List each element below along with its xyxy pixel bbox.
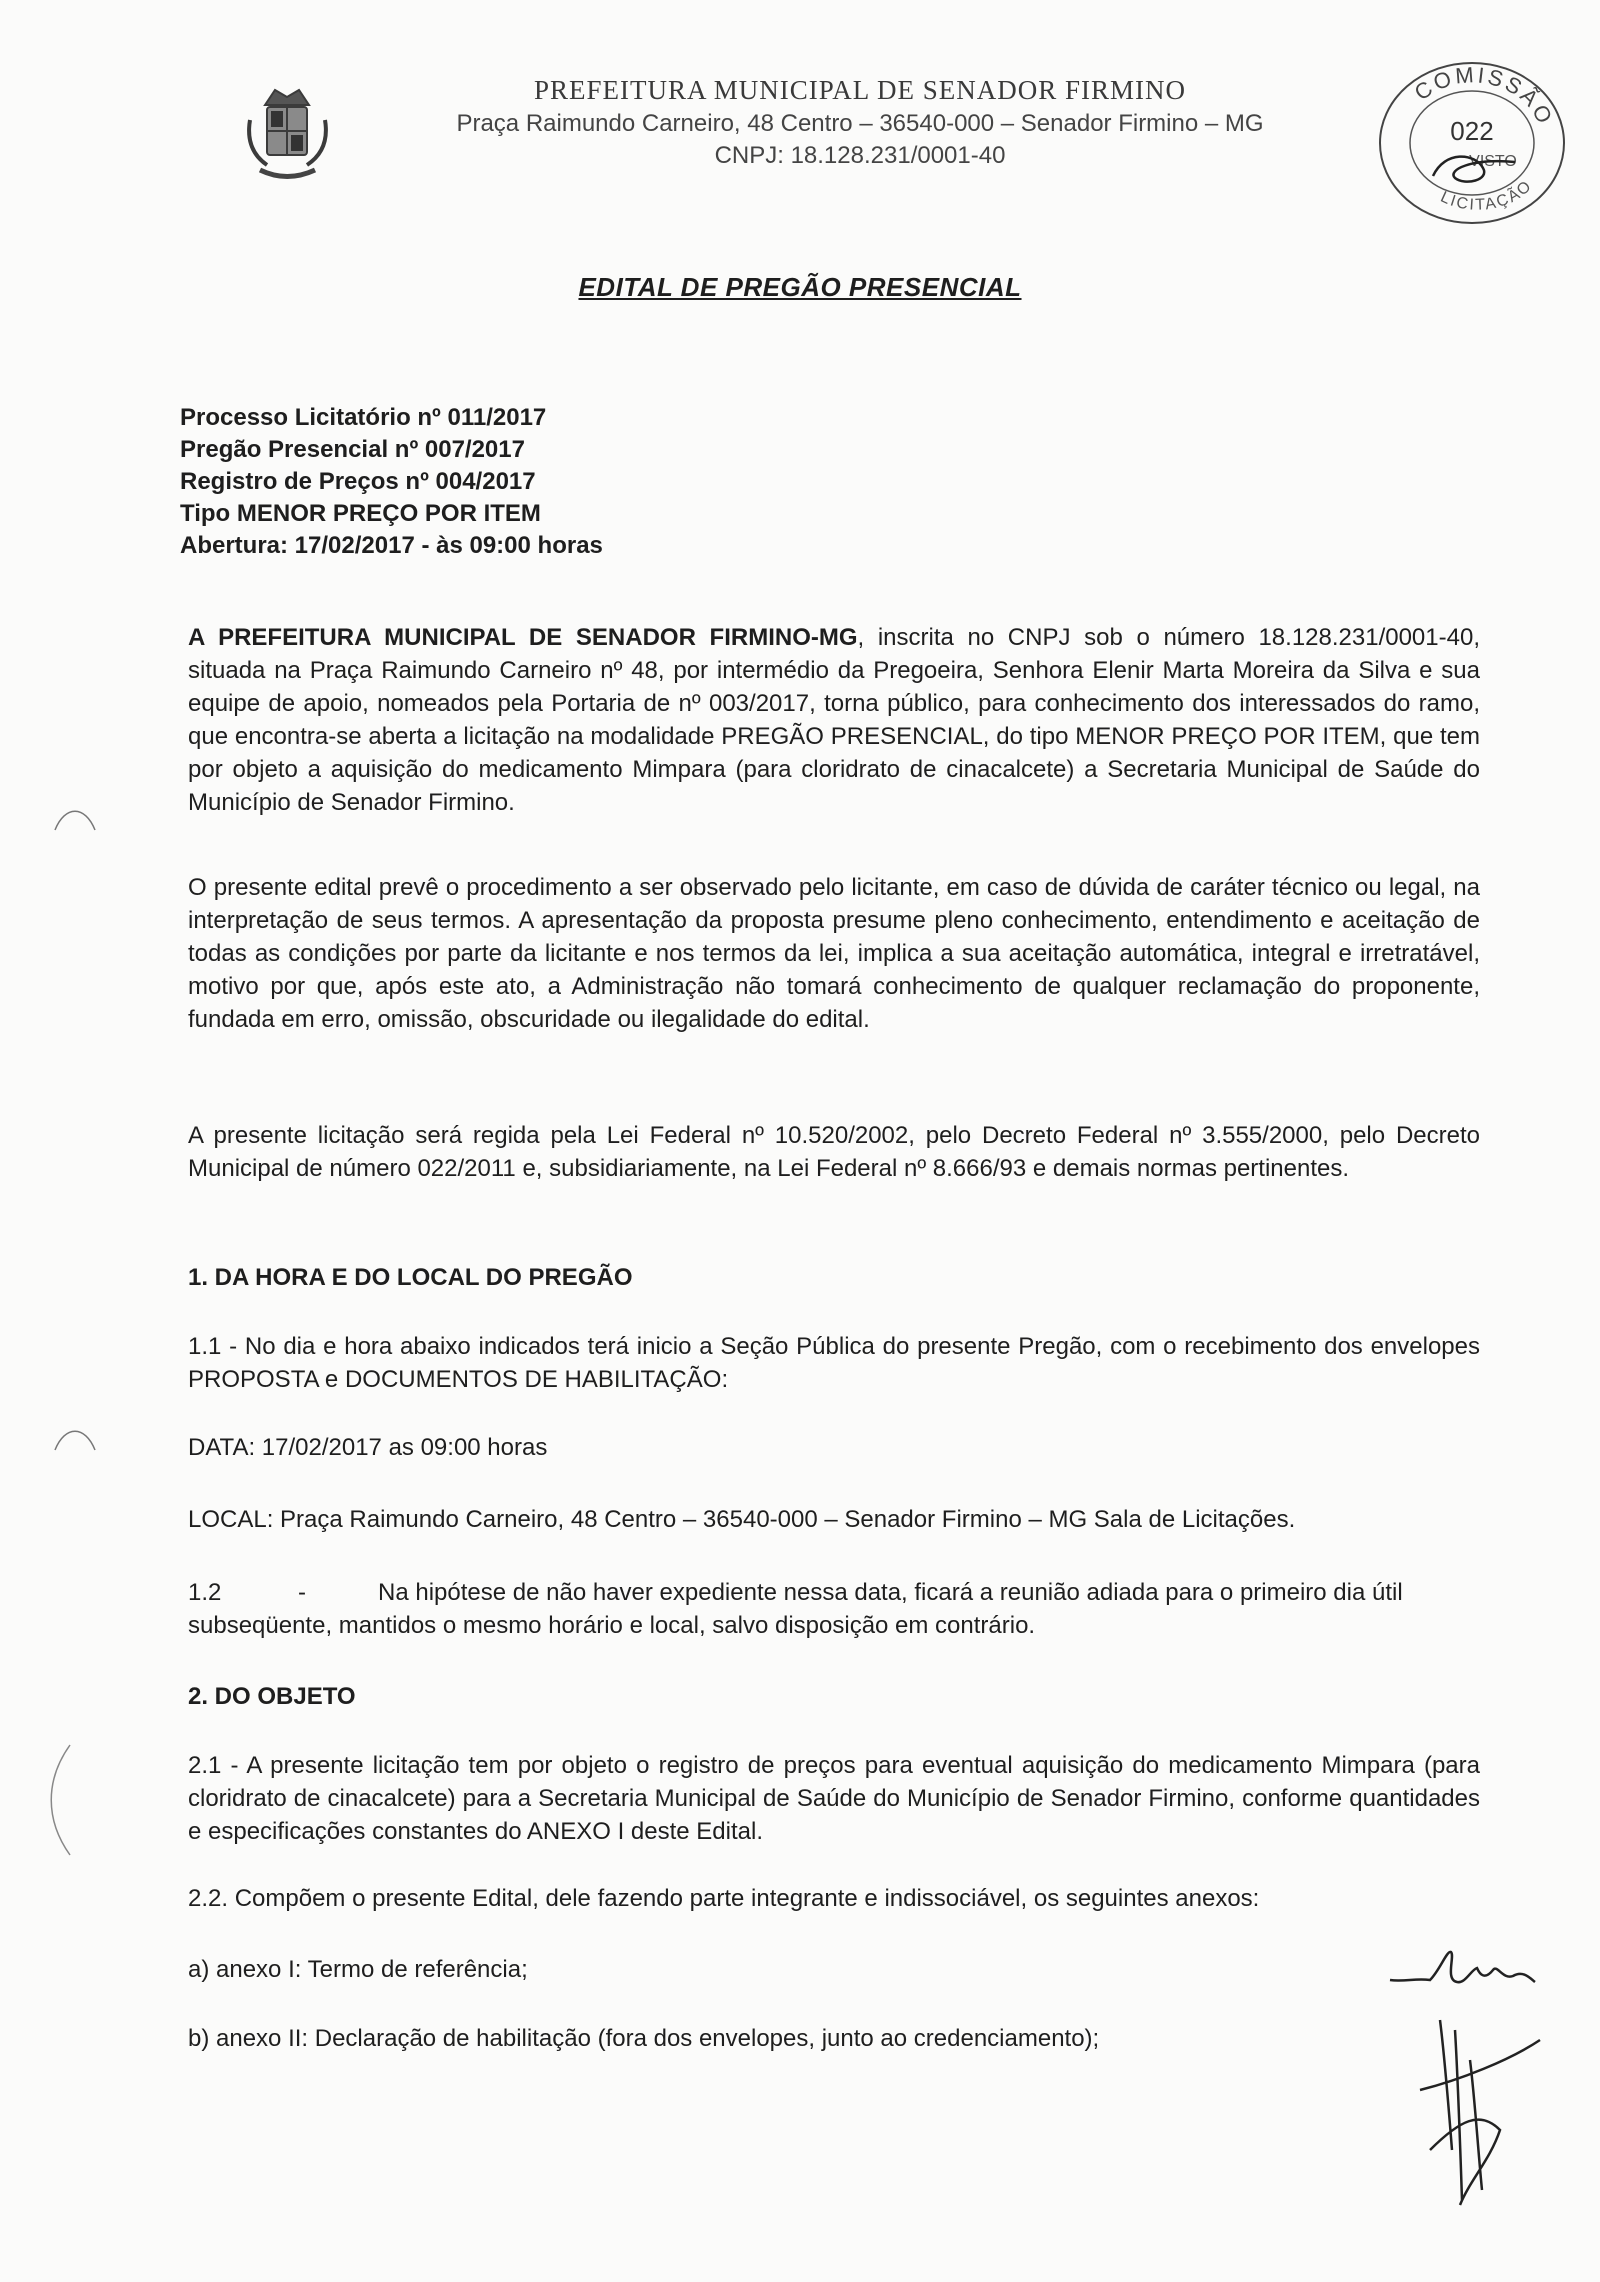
pregao-number: Pregão Presencial nº 007/2017 — [180, 436, 525, 463]
item-1-2 — [188, 1576, 1480, 1642]
item-2-2: 2.2. Compõem o presente Edital, dele fazendo parte integrante e indissociável, os seguintes anexos: — [188, 1885, 1260, 1912]
item-1-2-dash: - — [298, 1579, 306, 1606]
item-1-2-text: Na hipótese de não haver expediente nessa data, ficará a reunião adiada para o primeiro dia útil subseqüente, mantidos o mesmo horário e local, salvo disposição em contrário. — [188, 1579, 1403, 1639]
paragraph-procedure: O presente edital prevê o procedimento a ser observado pelo licitante, em caso de dúvida de caráter técnico ou legal, na interpretação de seus termos. A apresentação da proposta presume pleno conhecimento, entendimento e aceitação de todas as condições por parte da licitante e nos termos da lei, implica a sua aceitação automática, integral e irretratável, motivo por que, após este ato, a Administração não tomará conhecimento de qualquer reclamação do proponente, fundada em erro, omissão, obscuridade ou ilegalidade do edital. — [188, 874, 1480, 1033]
margin-mark — [50, 1420, 100, 1460]
intro-paragraph — [188, 621, 1480, 819]
item-1-1: 1.1 - No dia e hora abaixo indicados terá inicio a Seção Pública do presente Pregão, com o recebimento dos envelopes PROPOSTA e DOCUMENTOS DE HABILITAÇÃO: — [188, 1333, 1480, 1393]
stamp-visto: VISTO — [1469, 153, 1517, 170]
margin-mark — [50, 800, 100, 840]
section-2-heading: 2. DO OBJETO — [188, 1683, 356, 1710]
org-address: Praça Raimundo Carneiro, 48 Centro – 36540-000 – Senador Firmino – MG — [456, 110, 1264, 137]
svg-text:LICITAÇÃO — [1438, 177, 1536, 214]
stamp-bottom-text: LICITAÇÃO — [1437, 176, 1536, 214]
process-info — [180, 402, 603, 562]
stamp-number: 022 — [1450, 116, 1494, 146]
intro-bold-lead: A PREFEITURA MUNICIPAL DE SENADOR FIRMINO-MG — [188, 624, 858, 651]
org-name: PREFEITURA MUNICIPAL DE SENADOR FIRMINO — [533, 75, 1187, 105]
paragraph-legal-basis: A presente licitação será regida pela Lei Federal nº 10.520/2002, pelo Decreto Federal nº 3.555/2000, pelo Decreto Municipal de número 022/2011 e, subsidiariamente, na Lei Federal nº 8.666/93 e demais normas pertinentes. — [188, 1122, 1480, 1182]
handwritten-initials — [1400, 2000, 1550, 2210]
data-line: DATA: 17/02/2017 as 09:00 horas — [188, 1434, 548, 1461]
intro-text: , inscrita no CNPJ sob o número 18.128.231/0001-40, situada na Praça Raimundo Carneiro nº 48, por intermédio da Pregoeira, Senhora Elenir Marta Moreira da Silva e sua equipe de apoio, nomeados pela Portaria de nº 003/2017, torna público, para conhecimento dos interessados do ramo, que encontra-se aberta a licitação na modalidade PREGÃO PRESENCIAL, do tipo MENOR PREÇO POR ITEM, que tem por objeto a aquisição do medicamento Mimpara (para cloridrato de cinacalcete) a Secretaria Municipal de Saúde do Município de Senador Firmino. — [188, 624, 1480, 816]
document-title: EDITAL DE PREGÃO PRESENCIAL — [578, 272, 1022, 302]
municipal-crest-logo — [235, 75, 340, 195]
stamp-top-text: COMISSÃO — [1409, 61, 1559, 130]
tipo-line: Tipo MENOR PREÇO POR ITEM — [180, 500, 541, 527]
abertura-line: Abertura: 17/02/2017 - às 09:00 horas — [180, 532, 603, 559]
commission-stamp — [1375, 58, 1570, 228]
process-number: Processo Licitatório nº 011/2017 — [180, 404, 547, 431]
section-1-heading: 1. DA HORA E DO LOCAL DO PREGÃO — [188, 1264, 633, 1291]
org-cnpj: CNPJ: 18.128.231/0001-40 — [714, 142, 1006, 169]
margin-mark — [40, 1740, 80, 1860]
annex-b: b) anexo II: Declaração de habilitação (fora dos envelopes, junto ao credenciamento); — [188, 2025, 1100, 2052]
item-1-2-number: 1.2 — [188, 1579, 222, 1606]
letterhead — [360, 72, 1360, 172]
annex-a: a) anexo I: Termo de referência; — [188, 1956, 528, 1983]
local-line: LOCAL: Praça Raimundo Carneiro, 48 Centro – 36540-000 – Senador Firmino – MG Sala de Licitações. — [188, 1506, 1296, 1533]
registro-precos-number: Registro de Preços nº 004/2017 — [180, 468, 536, 495]
item-2-1: 2.1 - A presente licitação tem por objeto o registro de preços para eventual aquisição do medicamento Mimpara (para cloridrato de cinacalcete) para a Secretaria Municipal de Saúde do Município de Senador Firmino, conforme quantidades e especificações constantes do ANEXO I deste Edital. — [188, 1752, 1480, 1845]
handwritten-signature — [1385, 1940, 1565, 2000]
